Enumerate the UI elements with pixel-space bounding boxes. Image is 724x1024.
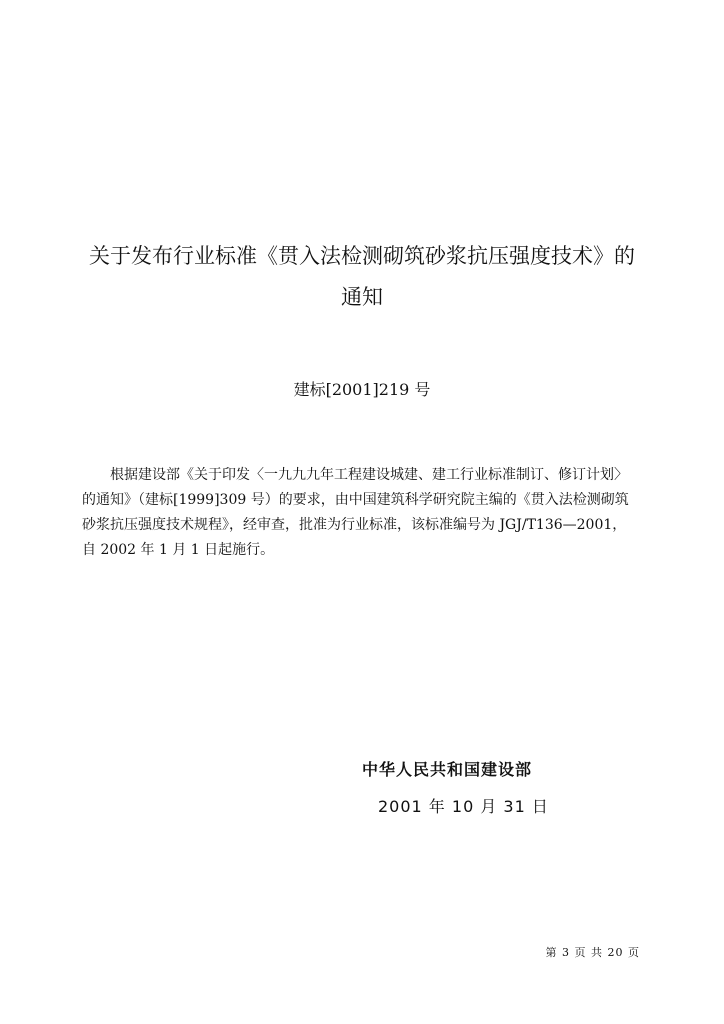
document-title-line-2: 通知 bbox=[341, 285, 383, 309]
document-title-line-1: 关于发布行业标准《贯入法检测砌筑砂浆抗压强度技术》的 bbox=[89, 244, 635, 268]
body-line-1: 根据建设部《关于印发〈一九九九年工程建设城建、建工行业标准制订、修订计划〉 bbox=[110, 467, 628, 483]
body-line-3: 砂浆抗压强度技术规程》，经审查，批准为行业标准，该标准编号为 JGJ/T136—2001， bbox=[82, 517, 627, 533]
body-line-4: 自 2002 年 1 月 1 日起施行。 bbox=[82, 542, 275, 558]
issue-date: 2001 年 10 月 31 日 bbox=[378, 797, 549, 816]
issuing-authority: 中华人民共和国建设部 bbox=[362, 760, 533, 779]
body-line-2: 的通知》（建标[1999]309 号）的要求，由中国建筑科学研究院主编的《贯入法检测砌筑 bbox=[82, 492, 629, 508]
notice-body bbox=[82, 463, 642, 563]
page-number-indicator: 第 3 页 共 20 页 bbox=[545, 946, 640, 959]
document-number: 建标[2001]219 号 bbox=[293, 380, 431, 399]
